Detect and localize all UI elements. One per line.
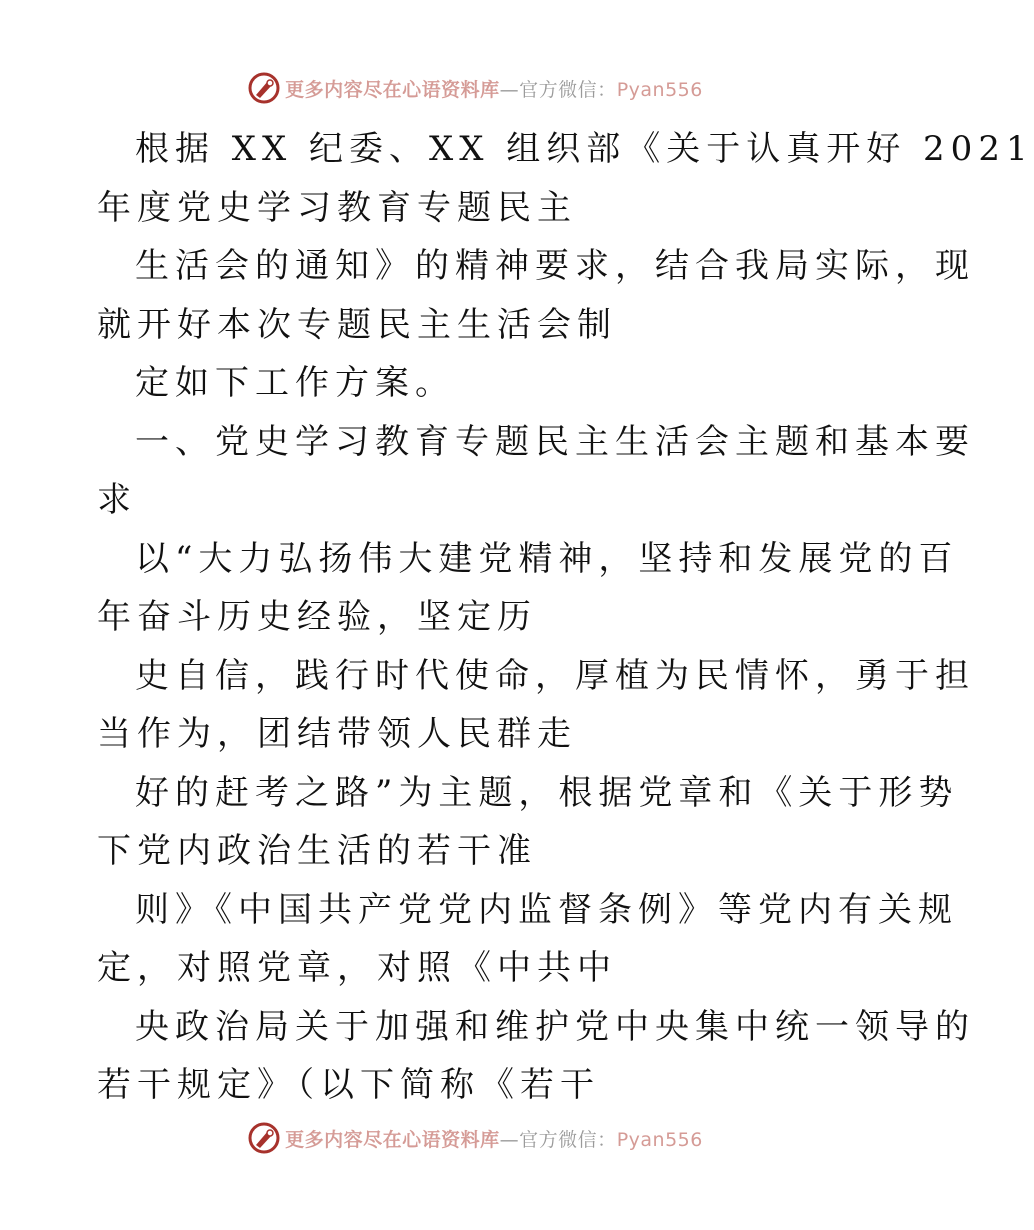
- watermark-account: Pyan556: [616, 78, 703, 101]
- section-heading-line: 一、党史学习教育专题民主生活会主题和基本要: [135, 421, 975, 462]
- body-line: 生活会的通知》的精神要求，结合我局实际，现: [135, 246, 975, 286]
- section-heading-line: 求: [97, 480, 137, 520]
- document-body: [97, 120, 1034, 1115]
- body-line: 则》《中国共产党党内监督条例》等党内有关规: [135, 889, 958, 930]
- watermark-text: [285, 1125, 703, 1152]
- watermark-account: Pyan556: [616, 1128, 703, 1151]
- watermark-label: 官方微信：: [519, 1128, 617, 1151]
- body-line: 央政治局关于加强和维护党中央集中统一领导的: [135, 1006, 975, 1047]
- body-line: 就开好本次专题民主生活会制: [97, 304, 617, 345]
- watermark-separator: —: [499, 78, 520, 101]
- logo-icon: [247, 1121, 281, 1155]
- watermark-text: [285, 75, 703, 102]
- body-line: 史自信，践行时代使命，厚植为民情怀，勇于担: [135, 655, 975, 696]
- watermark-prefix: 更多内容尽在心语资料库: [285, 78, 500, 101]
- body-line: 若干规定》（以下简称《若干: [97, 1065, 600, 1105]
- body-line: 根据 XX 纪委、XX 组织部《关于认真开好 2021: [135, 129, 1034, 169]
- watermark-label: 官方微信：: [519, 78, 617, 101]
- footer-watermark: [0, 1118, 950, 1158]
- logo-icon: [247, 71, 281, 105]
- body-line: 定如下工作方案。: [135, 363, 455, 403]
- header-watermark: [0, 68, 950, 108]
- body-line: 好的赶考之路”为主题，根据党章和《关于形势: [135, 772, 959, 813]
- watermark-prefix: 更多内容尽在心语资料库: [285, 1128, 500, 1151]
- body-line: 定，对照党章，对照《中共中: [97, 948, 617, 988]
- body-line: 年奋斗历史经验，坚定历: [97, 597, 537, 637]
- body-line: 当作为，团结带领人民群走: [97, 714, 577, 754]
- watermark-separator: —: [499, 1128, 520, 1151]
- body-line: 下党内政治生活的若干准: [97, 831, 537, 871]
- body-line: 以“大力弘扬伟大建党精神，坚持和发展党的百: [135, 538, 959, 579]
- body-line: 年度党史学习教育专题民主: [97, 187, 577, 228]
